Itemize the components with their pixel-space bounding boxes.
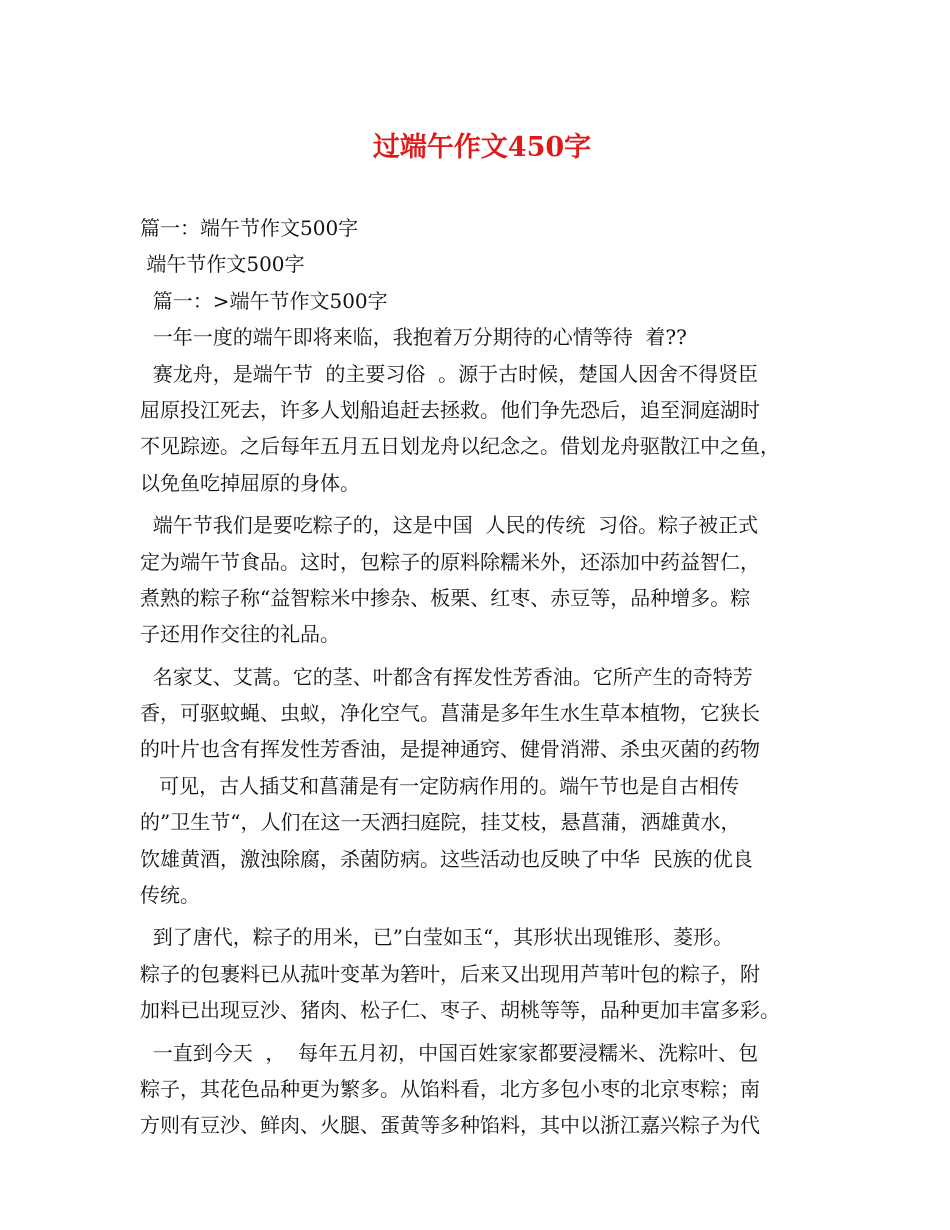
body-line: 可见，古人插艾和菖蒲是有一定防病作用的。端午节也是自古相传 [140,773,740,798]
body-line: 煮熟的粽子称“益智粽米中掺杂、板栗、红枣、赤豆等，品种增多。粽 [140,585,751,610]
body-line: 的”卫生节“，人们在这一天洒扫庭院，挂艾枝，悬菖蒲，洒雄黄水， [140,810,741,835]
body-line: 屈原投江死去，许多人划船追赶去拯救。他们争先恐后，追至洞庭湖时 [140,397,760,422]
document-body [140,210,824,1144]
body-line: 端午节我们是要吃粽子的，这是中国 人民的传统 习俗。粽子被正式 [140,513,759,538]
body-line: 一直到今天 ， 每年五月初，中国百姓家家都要浸糯米、洗粽叶、包 [140,1040,759,1065]
document-title: 过端午作文450字 [372,132,592,163]
body-line: 一年一度的端午即将来临，我抱着万分期待的心情等待 着?? [140,325,687,350]
body-line: 传统。 [140,883,200,908]
body-line: 篇一：端午节作文500字 [140,216,359,240]
body-line: 方则有豆沙、鲜肉、火腿、蛋黄等多种馅料，其中以浙江嘉兴粽子为代 [140,1113,760,1138]
body-line: 端午节作文500字 [140,252,305,277]
body-line: 加料已出现豆沙、猪肉、松子仁、枣子、胡桃等等，品种更加丰富多彩。 [140,998,780,1023]
body-line: 香，可驱蚊蝇、虫蚁，净化空气。菖蒲是多年生水生草本植物，它狭长 [140,701,760,726]
body-line: 的叶片也含有挥发性芳香油，是提神通窍、健骨消滞、杀虫灭菌的药物 [140,737,760,762]
body-line: 饮雄黄酒，激浊除腐，杀菌防病。这些活动也反映了中华 民族的优良 [140,846,753,871]
body-line: 到了唐代，粽子的用米，已”白莹如玉“，其形状出现锥形、菱形。 [140,925,734,950]
body-line: 名家艾、艾蒿。它的茎、叶都含有挥发性芳香油。它所产生的奇特芳 [140,664,753,689]
body-line: 子还用作交往的礼品。 [140,622,340,647]
body-line: 篇一：>端午节作文500字 [140,288,388,313]
body-line: 粽子的包裹料已从菰叶变革为箬叶，后来又出现用芦苇叶包的粽子，附 [140,961,760,986]
body-line: 以免鱼吃掉屈原的身体。 [140,470,360,495]
body-line: 粽子，其花色品种更为繁多。从馅料看，北方多包小枣的北京枣粽；南 [140,1076,760,1101]
body-line: 赛龙舟，是端午节 的主要习俗 。源于古时候，楚国人因舍不得贤臣 [140,361,759,386]
body-line: 定为端午节食品。这时，包粽子的原料除糯米外，还添加中药益智仁， [140,549,760,574]
body-line: 不见踪迹。之后每年五月五日划龙舟以纪念之。借划龙舟驱散江中之鱼， [140,434,780,459]
